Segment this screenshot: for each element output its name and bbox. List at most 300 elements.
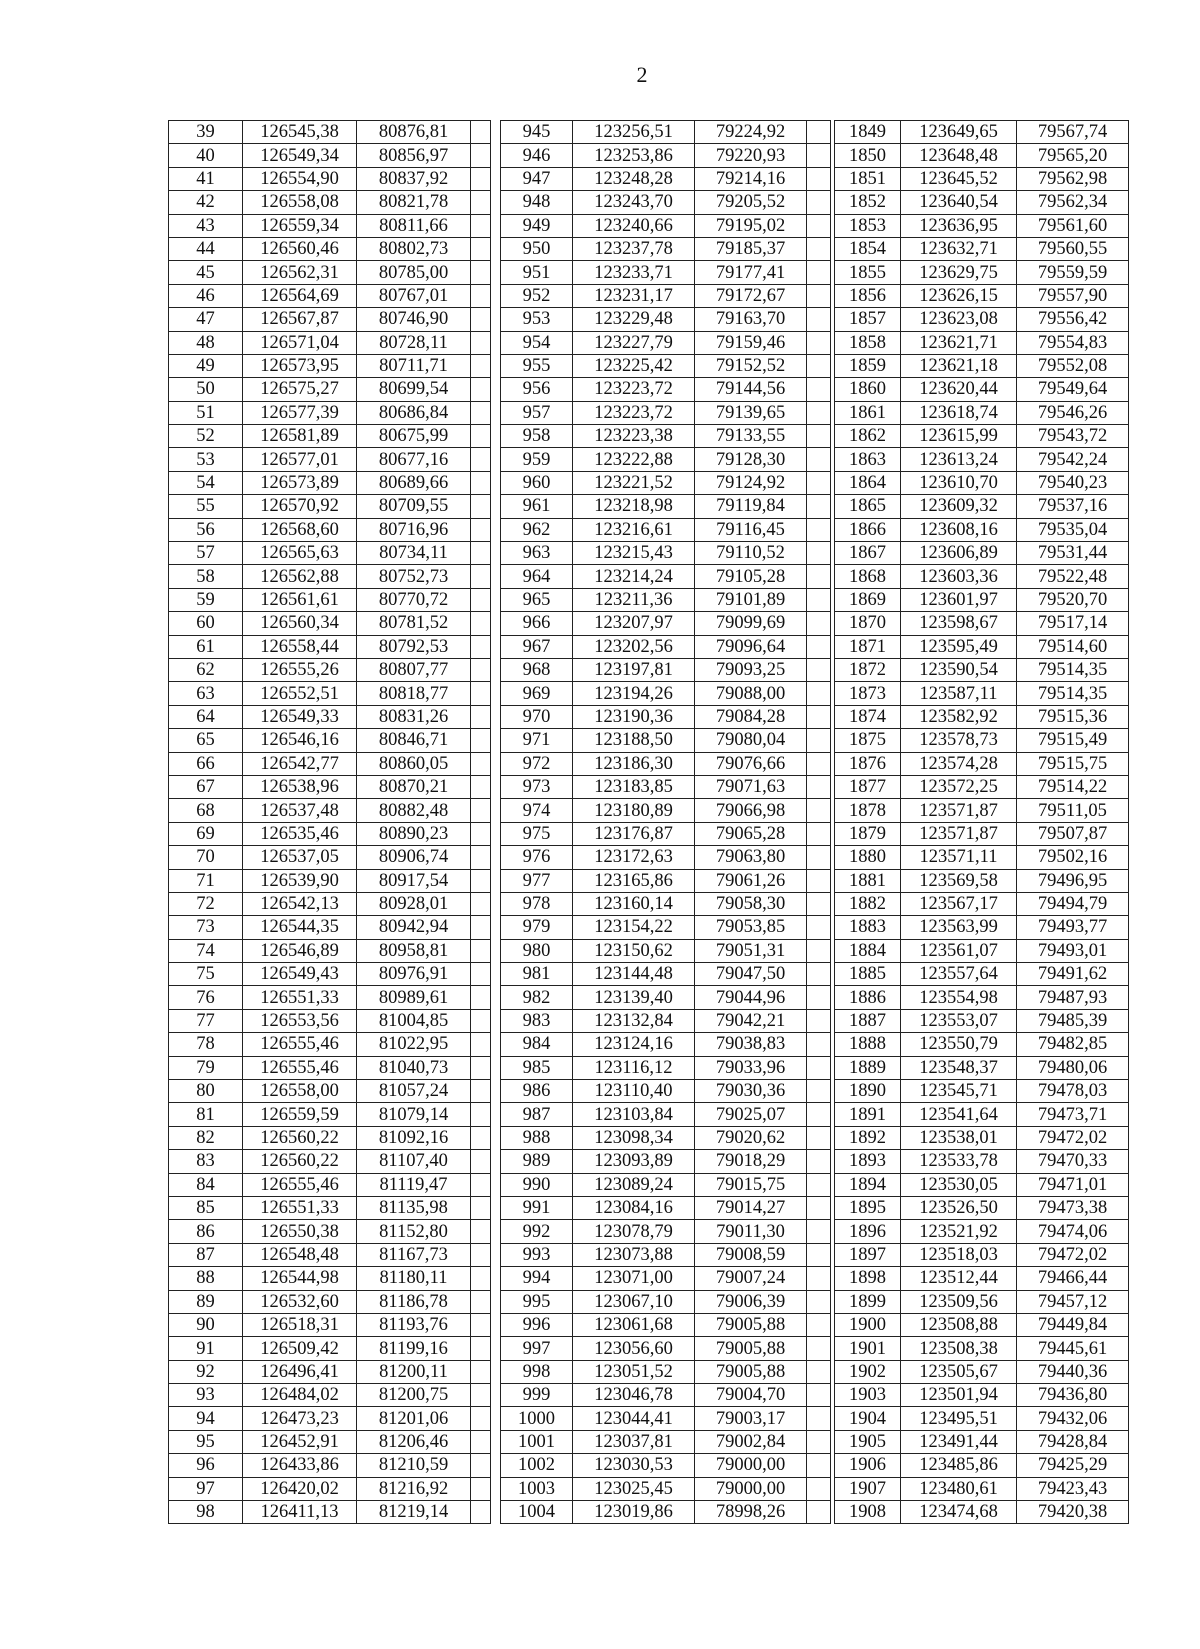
table-row (501, 1103, 831, 1126)
x-coordinate-cell: 123172,63 (573, 846, 695, 869)
point-number-cell: 1855 (835, 261, 901, 284)
x-coordinate-cell: 123067,10 (573, 1290, 695, 1313)
point-number-cell: 1895 (835, 1196, 901, 1219)
spacer-cell (471, 916, 491, 939)
spacer-cell (471, 822, 491, 845)
point-number-cell: 995 (501, 1290, 573, 1313)
table-row (169, 822, 491, 845)
table-row (501, 869, 831, 892)
table-row (169, 214, 491, 237)
y-coordinate-cell: 79000,00 (695, 1454, 807, 1477)
table-row (501, 425, 831, 448)
point-number-cell: 1870 (835, 612, 901, 635)
point-number-cell: 993 (501, 1243, 573, 1266)
spacer-cell (807, 1290, 831, 1313)
spacer-cell (807, 354, 831, 377)
spacer-cell (471, 378, 491, 401)
x-coordinate-cell: 126518,31 (243, 1313, 357, 1336)
x-coordinate-cell: 123590,54 (901, 658, 1017, 681)
table-row (501, 565, 831, 588)
point-number-cell: 47 (169, 308, 243, 331)
y-coordinate-cell: 79540,23 (1017, 471, 1129, 494)
y-coordinate-cell: 78998,26 (695, 1501, 807, 1524)
x-coordinate-cell: 126473,23 (243, 1407, 357, 1430)
spacer-cell (807, 284, 831, 307)
spacer-cell (471, 1337, 491, 1360)
y-coordinate-cell: 80802,73 (357, 237, 471, 260)
table-row (835, 331, 1129, 354)
y-coordinate-cell: 79517,14 (1017, 612, 1129, 635)
table-row (501, 354, 831, 377)
table-row (501, 1220, 831, 1243)
point-number-cell: 64 (169, 705, 243, 728)
spacer-cell (471, 705, 491, 728)
x-coordinate-cell: 123548,37 (901, 1056, 1017, 1079)
x-coordinate-cell: 126573,95 (243, 354, 357, 377)
x-coordinate-cell: 126559,34 (243, 214, 357, 237)
y-coordinate-cell: 79425,29 (1017, 1454, 1129, 1477)
y-coordinate-cell: 80734,11 (357, 542, 471, 565)
x-coordinate-cell: 126537,05 (243, 846, 357, 869)
x-coordinate-cell: 126558,08 (243, 191, 357, 214)
spacer-cell (471, 1056, 491, 1079)
spacer-cell (807, 1430, 831, 1453)
y-coordinate-cell: 81199,16 (357, 1337, 471, 1360)
x-coordinate-cell: 126564,69 (243, 284, 357, 307)
point-number-cell: 1864 (835, 471, 901, 494)
point-number-cell: 1882 (835, 892, 901, 915)
y-coordinate-cell: 79214,16 (695, 167, 807, 190)
x-coordinate-cell: 126562,31 (243, 261, 357, 284)
point-number-cell: 1902 (835, 1360, 901, 1383)
table-row (501, 1477, 831, 1500)
spacer-cell (471, 1009, 491, 1032)
y-coordinate-cell: 79220,93 (695, 144, 807, 167)
y-coordinate-cell: 79485,39 (1017, 1009, 1129, 1032)
spacer-cell (471, 612, 491, 635)
y-coordinate-cell: 79003,17 (695, 1407, 807, 1430)
y-coordinate-cell: 79042,21 (695, 1009, 807, 1032)
point-number-cell: 39 (169, 121, 243, 144)
y-coordinate-cell: 79076,66 (695, 752, 807, 775)
table-row (501, 1243, 831, 1266)
y-coordinate-cell: 80811,66 (357, 214, 471, 237)
point-number-cell: 950 (501, 237, 573, 260)
y-coordinate-cell: 79152,52 (695, 354, 807, 377)
x-coordinate-cell: 126567,87 (243, 308, 357, 331)
point-number-cell: 1891 (835, 1103, 901, 1126)
spacer-cell (471, 1267, 491, 1290)
point-number-cell: 1003 (501, 1477, 573, 1500)
point-number-cell: 1893 (835, 1150, 901, 1173)
spacer-cell (807, 822, 831, 845)
point-number-cell: 1871 (835, 635, 901, 658)
y-coordinate-cell: 80906,74 (357, 846, 471, 869)
x-coordinate-cell: 126568,60 (243, 518, 357, 541)
x-coordinate-cell: 126411,13 (243, 1501, 357, 1524)
table-row (835, 284, 1129, 307)
x-coordinate-cell: 123216,61 (573, 518, 695, 541)
table-row (501, 635, 831, 658)
spacer-cell (807, 495, 831, 518)
x-coordinate-cell: 123056,60 (573, 1337, 695, 1360)
table-row (835, 1150, 1129, 1173)
x-coordinate-cell: 123154,22 (573, 916, 695, 939)
y-coordinate-cell: 79133,55 (695, 425, 807, 448)
x-coordinate-cell: 126558,00 (243, 1080, 357, 1103)
x-coordinate-cell: 123569,58 (901, 869, 1017, 892)
point-number-cell: 54 (169, 471, 243, 494)
table-row (169, 1384, 491, 1407)
point-number-cell: 72 (169, 892, 243, 915)
spacer-cell (471, 425, 491, 448)
y-coordinate-cell: 79015,75 (695, 1173, 807, 1196)
spacer-cell (807, 1080, 831, 1103)
y-coordinate-cell: 80807,77 (357, 658, 471, 681)
point-number-cell: 70 (169, 846, 243, 869)
x-coordinate-cell: 123609,32 (901, 495, 1017, 518)
table-row (501, 1056, 831, 1079)
y-coordinate-cell: 81040,73 (357, 1056, 471, 1079)
table-row (169, 1337, 491, 1360)
table-row (169, 378, 491, 401)
y-coordinate-cell: 79496,95 (1017, 869, 1129, 892)
spacer-cell (471, 284, 491, 307)
x-coordinate-cell: 123207,97 (573, 612, 695, 635)
y-coordinate-cell: 80686,84 (357, 401, 471, 424)
point-number-cell: 970 (501, 705, 573, 728)
y-coordinate-cell: 79053,85 (695, 916, 807, 939)
point-number-cell: 1002 (501, 1454, 573, 1477)
spacer-cell (471, 471, 491, 494)
table-row (835, 1080, 1129, 1103)
y-coordinate-cell: 79514,22 (1017, 775, 1129, 798)
point-number-cell: 976 (501, 846, 573, 869)
point-number-cell: 1896 (835, 1220, 901, 1243)
point-number-cell: 1866 (835, 518, 901, 541)
y-coordinate-cell: 79546,26 (1017, 401, 1129, 424)
table-row (501, 1501, 831, 1524)
spacer-cell (807, 752, 831, 775)
point-number-cell: 88 (169, 1267, 243, 1290)
x-coordinate-cell: 123044,41 (573, 1407, 695, 1430)
y-coordinate-cell: 79105,28 (695, 565, 807, 588)
point-number-cell: 42 (169, 191, 243, 214)
point-number-cell: 1904 (835, 1407, 901, 1430)
point-number-cell: 964 (501, 565, 573, 588)
y-coordinate-cell: 79185,37 (695, 237, 807, 260)
x-coordinate-cell: 126549,33 (243, 705, 357, 728)
point-number-cell: 68 (169, 799, 243, 822)
table-row (835, 1477, 1129, 1500)
page-number: 2 (636, 62, 648, 87)
point-number-cell: 77 (169, 1009, 243, 1032)
table-row (501, 214, 831, 237)
x-coordinate-cell: 126542,77 (243, 752, 357, 775)
point-number-cell: 59 (169, 588, 243, 611)
spacer-cell (807, 1126, 831, 1149)
table-row (169, 1056, 491, 1079)
y-coordinate-cell: 79470,33 (1017, 1150, 1129, 1173)
y-coordinate-cell: 81119,47 (357, 1173, 471, 1196)
y-coordinate-cell: 79556,42 (1017, 308, 1129, 331)
spacer-cell (807, 331, 831, 354)
x-coordinate-cell: 123223,72 (573, 378, 695, 401)
table-row (169, 1407, 491, 1430)
y-coordinate-cell: 80870,21 (357, 775, 471, 798)
spacer-cell (471, 635, 491, 658)
x-coordinate-cell: 126420,02 (243, 1477, 357, 1500)
table-row (835, 1290, 1129, 1313)
point-number-cell: 1859 (835, 354, 901, 377)
y-coordinate-cell: 80689,66 (357, 471, 471, 494)
table-row (501, 308, 831, 331)
point-number-cell: 93 (169, 1384, 243, 1407)
table-row (169, 425, 491, 448)
point-number-cell: 83 (169, 1150, 243, 1173)
spacer-cell (471, 682, 491, 705)
spacer-cell (471, 1477, 491, 1500)
spacer-cell (807, 775, 831, 798)
point-number-cell: 1890 (835, 1080, 901, 1103)
point-number-cell: 983 (501, 1009, 573, 1032)
table-row (501, 167, 831, 190)
x-coordinate-cell: 123571,87 (901, 822, 1017, 845)
y-coordinate-cell: 79522,48 (1017, 565, 1129, 588)
y-coordinate-cell: 80728,11 (357, 331, 471, 354)
point-number-cell: 952 (501, 284, 573, 307)
x-coordinate-cell: 123538,01 (901, 1126, 1017, 1149)
point-number-cell: 1908 (835, 1501, 901, 1524)
table-row (501, 1080, 831, 1103)
table-row (169, 986, 491, 1009)
x-coordinate-cell: 123648,48 (901, 144, 1017, 167)
spacer-cell (807, 869, 831, 892)
x-coordinate-cell: 123240,66 (573, 214, 695, 237)
y-coordinate-cell: 79515,36 (1017, 705, 1129, 728)
table-row (169, 331, 491, 354)
x-coordinate-cell: 126538,96 (243, 775, 357, 798)
table-row (501, 401, 831, 424)
y-coordinate-cell: 81092,16 (357, 1126, 471, 1149)
point-number-cell: 89 (169, 1290, 243, 1313)
y-coordinate-cell: 80882,48 (357, 799, 471, 822)
point-number-cell: 1900 (835, 1313, 901, 1336)
x-coordinate-cell: 123214,24 (573, 565, 695, 588)
table-row (835, 1407, 1129, 1430)
table-row (169, 1267, 491, 1290)
table-row (501, 1313, 831, 1336)
y-coordinate-cell: 79051,31 (695, 939, 807, 962)
y-coordinate-cell: 81206,46 (357, 1430, 471, 1453)
point-number-cell: 963 (501, 542, 573, 565)
point-number-cell: 967 (501, 635, 573, 658)
point-number-cell: 49 (169, 354, 243, 377)
spacer-cell (807, 1384, 831, 1407)
y-coordinate-cell: 79554,83 (1017, 331, 1129, 354)
table-row (835, 261, 1129, 284)
spacer-cell (807, 612, 831, 635)
table-row (169, 1150, 491, 1173)
y-coordinate-cell: 79535,04 (1017, 518, 1129, 541)
point-number-cell: 947 (501, 167, 573, 190)
y-coordinate-cell: 80818,77 (357, 682, 471, 705)
y-coordinate-cell: 79491,62 (1017, 963, 1129, 986)
x-coordinate-cell: 126452,91 (243, 1430, 357, 1453)
x-coordinate-cell: 123571,87 (901, 799, 1017, 822)
x-coordinate-cell: 123501,94 (901, 1384, 1017, 1407)
table-row (501, 799, 831, 822)
y-coordinate-cell: 79542,24 (1017, 448, 1129, 471)
spacer-cell (807, 588, 831, 611)
table-row (169, 1173, 491, 1196)
point-number-cell: 1869 (835, 588, 901, 611)
point-number-cell: 1883 (835, 916, 901, 939)
y-coordinate-cell: 79537,16 (1017, 495, 1129, 518)
x-coordinate-cell: 123183,85 (573, 775, 695, 798)
spacer-cell (471, 261, 491, 284)
table-row (169, 1477, 491, 1500)
spacer-cell (471, 495, 491, 518)
spacer-cell (471, 1384, 491, 1407)
point-number-cell: 981 (501, 963, 573, 986)
table-row (169, 237, 491, 260)
point-number-cell: 91 (169, 1337, 243, 1360)
y-coordinate-cell: 79445,61 (1017, 1337, 1129, 1360)
spacer-cell (807, 542, 831, 565)
spacer-cell (471, 846, 491, 869)
y-coordinate-cell: 79449,84 (1017, 1313, 1129, 1336)
point-number-cell: 63 (169, 682, 243, 705)
point-number-cell: 1868 (835, 565, 901, 588)
point-number-cell: 990 (501, 1173, 573, 1196)
point-number-cell: 74 (169, 939, 243, 962)
x-coordinate-cell: 126535,46 (243, 822, 357, 845)
table-row (835, 237, 1129, 260)
point-number-cell: 985 (501, 1056, 573, 1079)
spacer-cell (471, 1080, 491, 1103)
y-coordinate-cell: 79159,46 (695, 331, 807, 354)
table-row (169, 401, 491, 424)
y-coordinate-cell: 79480,06 (1017, 1056, 1129, 1079)
point-number-cell: 949 (501, 214, 573, 237)
spacer-cell (807, 518, 831, 541)
point-number-cell: 1872 (835, 658, 901, 681)
point-number-cell: 1865 (835, 495, 901, 518)
x-coordinate-cell: 123211,36 (573, 588, 695, 611)
y-coordinate-cell: 80699,54 (357, 378, 471, 401)
x-coordinate-cell: 126571,04 (243, 331, 357, 354)
point-number-cell: 946 (501, 144, 573, 167)
y-coordinate-cell: 79552,08 (1017, 354, 1129, 377)
table-row (501, 1290, 831, 1313)
x-coordinate-cell: 123180,89 (573, 799, 695, 822)
y-coordinate-cell: 79099,69 (695, 612, 807, 635)
table-row (835, 308, 1129, 331)
point-number-cell: 958 (501, 425, 573, 448)
x-coordinate-cell: 126496,41 (243, 1360, 357, 1383)
x-coordinate-cell: 123550,79 (901, 1033, 1017, 1056)
y-coordinate-cell: 80821,78 (357, 191, 471, 214)
table-row (835, 916, 1129, 939)
table-row (501, 1126, 831, 1149)
table-row (501, 1267, 831, 1290)
table-row (501, 846, 831, 869)
table-row (169, 682, 491, 705)
x-coordinate-cell: 126544,98 (243, 1267, 357, 1290)
table-row (169, 354, 491, 377)
spacer-cell (471, 565, 491, 588)
point-number-cell: 998 (501, 1360, 573, 1383)
table-row (501, 284, 831, 307)
y-coordinate-cell: 79515,49 (1017, 729, 1129, 752)
x-coordinate-cell: 123563,99 (901, 916, 1017, 939)
point-number-cell: 999 (501, 1384, 573, 1407)
x-coordinate-cell: 123545,71 (901, 1080, 1017, 1103)
spacer-cell (471, 986, 491, 1009)
x-coordinate-cell: 123505,67 (901, 1360, 1017, 1383)
y-coordinate-cell: 81216,92 (357, 1477, 471, 1500)
table-row (835, 752, 1129, 775)
y-coordinate-cell: 81193,76 (357, 1313, 471, 1336)
y-coordinate-cell: 81180,11 (357, 1267, 471, 1290)
table-row (835, 658, 1129, 681)
x-coordinate-cell: 126484,02 (243, 1384, 357, 1407)
y-coordinate-cell: 79473,71 (1017, 1103, 1129, 1126)
x-coordinate-cell: 123491,44 (901, 1430, 1017, 1453)
y-coordinate-cell: 79014,27 (695, 1196, 807, 1219)
y-coordinate-cell: 79515,75 (1017, 752, 1129, 775)
x-coordinate-cell: 123557,64 (901, 963, 1017, 986)
table-row (835, 121, 1129, 144)
y-coordinate-cell: 79030,36 (695, 1080, 807, 1103)
y-coordinate-cell: 79440,36 (1017, 1360, 1129, 1383)
coordinates-block-2 (500, 120, 831, 1524)
spacer-cell (807, 471, 831, 494)
point-number-cell: 987 (501, 1103, 573, 1126)
point-number-cell: 1884 (835, 939, 901, 962)
table-row (501, 752, 831, 775)
point-number-cell: 1850 (835, 144, 901, 167)
table-row (501, 1360, 831, 1383)
x-coordinate-cell: 126570,92 (243, 495, 357, 518)
table-row (835, 1196, 1129, 1219)
point-number-cell: 1877 (835, 775, 901, 798)
y-coordinate-cell: 79205,52 (695, 191, 807, 214)
x-coordinate-cell: 123567,17 (901, 892, 1017, 915)
table-row (169, 846, 491, 869)
table-row (169, 963, 491, 986)
point-number-cell: 971 (501, 729, 573, 752)
point-number-cell: 986 (501, 1080, 573, 1103)
point-number-cell: 1886 (835, 986, 901, 1009)
x-coordinate-cell: 123632,71 (901, 237, 1017, 260)
table-row (835, 1033, 1129, 1056)
x-coordinate-cell: 123620,44 (901, 378, 1017, 401)
table-row (835, 167, 1129, 190)
y-coordinate-cell: 80711,71 (357, 354, 471, 377)
y-coordinate-cell: 81022,95 (357, 1033, 471, 1056)
point-number-cell: 1854 (835, 237, 901, 260)
y-coordinate-cell: 81201,06 (357, 1407, 471, 1430)
spacer-cell (471, 939, 491, 962)
point-number-cell: 67 (169, 775, 243, 798)
point-number-cell: 1001 (501, 1430, 573, 1453)
x-coordinate-cell: 123571,11 (901, 846, 1017, 869)
y-coordinate-cell: 79177,41 (695, 261, 807, 284)
y-coordinate-cell: 79423,43 (1017, 1477, 1129, 1500)
spacer-cell (807, 1103, 831, 1126)
